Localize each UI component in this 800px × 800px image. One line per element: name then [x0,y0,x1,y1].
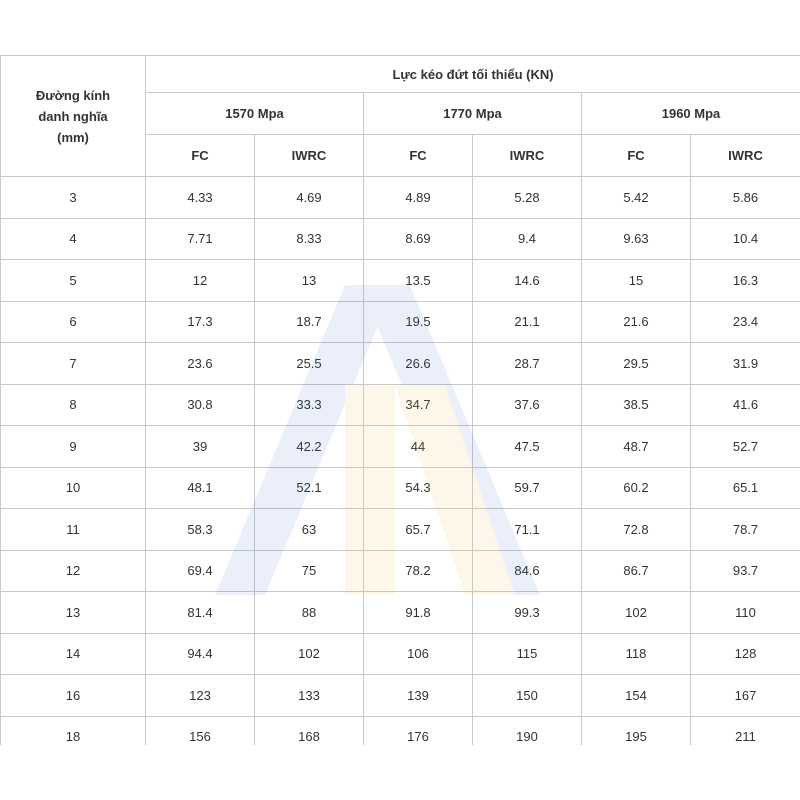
force-value-cell: 93.7 [691,550,800,592]
diameter-cell: 6 [1,301,146,343]
diameter-cell: 7 [1,343,146,385]
diameter-cell: 5 [1,260,146,302]
table-row [1,218,800,260]
force-value-cell: 44 [364,426,473,468]
force-value-cell: 9.63 [582,218,691,260]
diameter-cell: 14 [1,633,146,675]
force-value-cell: 63 [255,509,364,551]
force-value-cell: 25.5 [255,343,364,385]
core-type-header: IWRC [691,135,800,177]
force-value-cell: 52.7 [691,426,800,468]
force-value-cell: 13 [255,260,364,302]
force-value-cell: 176 [364,716,473,745]
diameter-cell: 4 [1,218,146,260]
force-value-cell: 5.42 [582,177,691,219]
force-value-cell: 5.28 [473,177,582,219]
force-value-cell: 99.3 [473,592,582,634]
force-value-cell: 78.7 [691,509,800,551]
diameter-cell: 18 [1,716,146,745]
force-value-cell: 21.6 [582,301,691,343]
force-value-cell: 37.6 [473,384,582,426]
force-value-cell: 54.3 [364,467,473,509]
force-value-cell: 88 [255,592,364,634]
diameter-cell: 11 [1,509,146,551]
force-value-cell: 60.2 [582,467,691,509]
table-row [1,177,800,219]
force-value-cell: 154 [582,675,691,717]
force-value-cell: 81.4 [146,592,255,634]
grade-header: 1960 Mpa [582,93,800,135]
table-row [1,343,800,385]
force-header: Lực kéo đứt tối thiểu (KN) [146,56,800,93]
table-row [1,633,800,675]
grade-header: 1570 Mpa [146,93,364,135]
force-value-cell: 42.2 [255,426,364,468]
force-value-cell: 21.1 [473,301,582,343]
table-row [1,426,800,468]
force-value-cell: 167 [691,675,800,717]
force-value-cell: 133 [255,675,364,717]
force-value-cell: 139 [364,675,473,717]
table-row [1,467,800,509]
force-value-cell: 29.5 [582,343,691,385]
force-value-cell: 106 [364,633,473,675]
force-value-cell: 78.2 [364,550,473,592]
force-value-cell: 118 [582,633,691,675]
force-value-cell: 75 [255,550,364,592]
force-value-cell: 102 [582,592,691,634]
force-value-cell: 12 [146,260,255,302]
force-value-cell: 10.4 [691,218,800,260]
force-value-cell: 23.4 [691,301,800,343]
force-value-cell: 86.7 [582,550,691,592]
force-value-cell: 18.7 [255,301,364,343]
force-value-cell: 41.6 [691,384,800,426]
force-value-cell: 65.7 [364,509,473,551]
force-value-cell: 156 [146,716,255,745]
diameter-cell: 12 [1,550,146,592]
force-value-cell: 33.3 [255,384,364,426]
table-row [1,550,800,592]
diameter-cell: 8 [1,384,146,426]
force-value-cell: 211 [691,716,800,745]
diameter-cell: 13 [1,592,146,634]
force-value-cell: 4.69 [255,177,364,219]
force-value-cell: 14.6 [473,260,582,302]
force-value-cell: 110 [691,592,800,634]
force-value-cell: 58.3 [146,509,255,551]
force-value-cell: 15 [582,260,691,302]
table-frame [0,55,800,745]
force-value-cell: 7.71 [146,218,255,260]
force-value-cell: 31.9 [691,343,800,385]
core-type-header: IWRC [255,135,364,177]
force-value-cell: 17.3 [146,301,255,343]
table-row [1,592,800,634]
force-value-cell: 19.5 [364,301,473,343]
force-value-cell: 71.1 [473,509,582,551]
force-value-cell: 4.33 [146,177,255,219]
force-value-cell: 48.1 [146,467,255,509]
diameter-cell: 10 [1,467,146,509]
table-row [1,675,800,717]
force-value-cell: 16.3 [691,260,800,302]
force-value-cell: 91.8 [364,592,473,634]
force-value-cell: 84.6 [473,550,582,592]
diameter-cell: 3 [1,177,146,219]
force-value-cell: 59.7 [473,467,582,509]
force-value-cell: 8.33 [255,218,364,260]
core-type-header: FC [146,135,255,177]
force-value-cell: 5.86 [691,177,800,219]
core-type-header: FC [582,135,691,177]
force-value-cell: 38.5 [582,384,691,426]
force-value-cell: 190 [473,716,582,745]
diameter-header [1,56,146,177]
table-row [1,716,800,745]
grade-header: 1770 Mpa [364,93,582,135]
force-value-cell: 128 [691,633,800,675]
force-value-cell: 72.8 [582,509,691,551]
force-value-cell: 94.4 [146,633,255,675]
diameter-header-line: danh nghĩa [38,108,108,124]
force-value-cell: 123 [146,675,255,717]
diameter-cell: 9 [1,426,146,468]
force-value-cell: 52.1 [255,467,364,509]
force-value-cell: 47.5 [473,426,582,468]
diameter-header-line: (mm) [57,129,89,145]
force-value-cell: 28.7 [473,343,582,385]
force-value-cell: 8.69 [364,218,473,260]
force-value-cell: 34.7 [364,384,473,426]
diameter-cell: 16 [1,675,146,717]
breaking-force-table [0,55,800,745]
table-row [1,509,800,551]
force-value-cell: 26.6 [364,343,473,385]
force-value-cell: 48.7 [582,426,691,468]
core-type-header: IWRC [473,135,582,177]
force-value-cell: 168 [255,716,364,745]
force-value-cell: 195 [582,716,691,745]
table-row [1,384,800,426]
force-value-cell: 102 [255,633,364,675]
table-row [1,260,800,302]
force-value-cell: 115 [473,633,582,675]
force-value-cell: 13.5 [364,260,473,302]
core-type-header: FC [364,135,473,177]
table-row [1,301,800,343]
table-body [1,177,800,746]
force-value-cell: 4.89 [364,177,473,219]
force-value-cell: 39 [146,426,255,468]
diameter-header-line: Đường kính [35,87,111,103]
force-value-cell: 9.4 [473,218,582,260]
force-value-cell: 23.6 [146,343,255,385]
force-value-cell: 150 [473,675,582,717]
force-value-cell: 65.1 [691,467,800,509]
force-value-cell: 30.8 [146,384,255,426]
force-value-cell: 69.4 [146,550,255,592]
